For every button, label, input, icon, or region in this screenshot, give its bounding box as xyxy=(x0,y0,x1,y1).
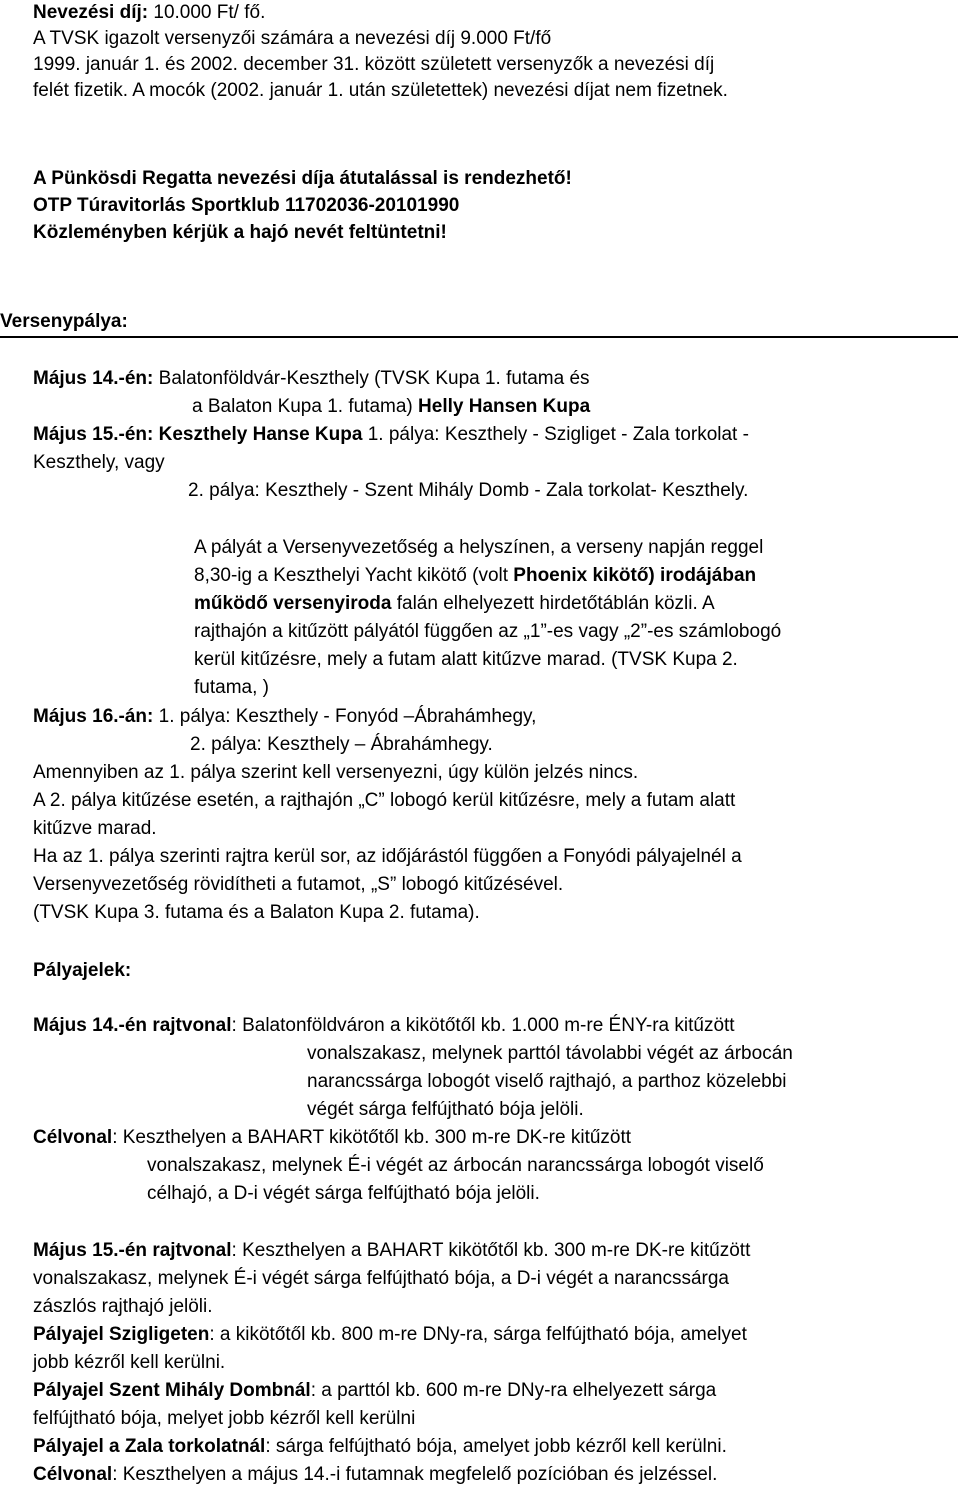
may14-line-1: Május 14.-én: Balatonföldvár-Keszthely (TVSK Kupa 1. futama és xyxy=(33,368,590,389)
may14-line-2: a Balaton Kupa 1. futama) Helly Hansen Kupa xyxy=(192,396,591,417)
szigliget-line-1: Pályajel Szigligeten: a kikötőtől kb. 800 m-re DNy-ra, sárga felfújtható bója, amelyet xyxy=(33,1324,747,1345)
course-heading-rule xyxy=(0,336,958,338)
notice-line-4: rajthajón a kitűzött pályától függően az „1”-es vagy „2”-es számlobogó xyxy=(194,621,782,642)
fee-line-1: Nevezési díj: 10.000 Ft/ fő. xyxy=(33,2,266,23)
course-para-3-line-3: (TVSK Kupa 3. futama és a Balaton Kupa 2. futama). xyxy=(33,902,480,923)
m14-start-line-1: Május 14.-én rajtvonal: Balatonföldváron a kikötőtől kb. 1.000 m-re ÉNY-ra kitűzött xyxy=(33,1015,735,1036)
transfer-line-2: OTP Túravitorlás Sportklub 11702036-20101990 xyxy=(33,195,460,216)
finish-line-2: vonalszakasz, melynek É-i végét az árbocán narancssárga lobogót viselő xyxy=(147,1155,764,1176)
notice-line-1: A pályát a Versenyvezetőség a helyszínen, a verseny napján reggel xyxy=(194,537,764,558)
finish-line-3: célhajó, a D-i végét sárga felfújtható bója jelöli. xyxy=(147,1183,540,1204)
finish-line-1: Célvonal: Keszthelyen a BAHART kikötőtől kb. 300 m-re DK-re kitűzött xyxy=(33,1127,632,1148)
notice-line-2: 8,30-ig a Keszthelyi Yacht kikötő (volt Phoenix kikötő) irodájában xyxy=(194,565,757,586)
m14-start-line-2: vonalszakasz, melynek parttól távolabbi végét az árbocán xyxy=(307,1043,793,1064)
zala-line-1: Pályajel a Zala torkolatnál: sárga felfújtható bója, amelyet jobb kézről kell kerülni. xyxy=(33,1436,727,1457)
may16-line-1: Május 16.-án: 1. pálya: Keszthely - Fonyód –Ábrahámhegy, xyxy=(33,706,537,727)
course-para-3-line-1: Ha az 1. pálya szerinti rajtra kerül sor, az időjárástól függően a Fonyódi pályajelnél a xyxy=(33,846,742,867)
notice-line-6: futama, ) xyxy=(194,677,269,698)
m15-start-line-1: Május 15.-én rajtvonal: Keszthelyen a BAHART kikötőtől kb. 300 m-re DK-re kitűzött xyxy=(33,1240,751,1261)
m15-start-line-2: vonalszakasz, melynek É-i végét sárga felfújtható bója, a D-i végét a narancssárga xyxy=(33,1268,729,1289)
course-heading: Versenypálya: xyxy=(0,311,128,332)
m14-start-line-4: végét sárga felfújtható bója jelöli. xyxy=(307,1099,584,1120)
notice-line-3: működő versenyiroda falán elhelyezett hirdetőtáblán közli. A xyxy=(194,593,715,614)
fee-line-3: 1999. január 1. és 2002. december 31. között született versenyzők a nevezési díj xyxy=(33,54,715,75)
m15-start-line-3: zászlós rajthajó jelöli. xyxy=(33,1296,213,1317)
may15-line-3: 2. pálya: Keszthely - Szent Mihály Domb - Zala torkolat- Keszthely. xyxy=(188,480,749,501)
finish-2-line-1: Célvonal: Keszthelyen a május 14.-i futamnak megfelelő pozícióban és jelzéssel. xyxy=(33,1464,718,1485)
course-para-3-line-2: Versenyvezetőség rövidítheti a futamot, „S” lobogó kitűzésével. xyxy=(33,874,564,895)
marks-heading: Pályajelek: xyxy=(33,960,132,981)
m14-start-line-3: narancssárga lobogót viselő rajthajó, a parthoz közelebbi xyxy=(307,1071,787,1092)
fee-line-2: A TVSK igazolt versenyzői számára a nevezési díj 9.000 Ft/fő xyxy=(33,28,552,49)
course-para-2-line-1: A 2. pálya kitűzése esetén, a rajthajón „C” lobogó kerül kitűzésre, mely a futam alatt xyxy=(33,790,736,811)
szent-mihaly-line-2: felfújtható bója, melyet jobb kézről kell kerülni xyxy=(33,1408,416,1429)
transfer-line-3: Közleményben kérjük a hajó nevét feltüntetni! xyxy=(33,222,447,243)
transfer-line-1: A Pünkösdi Regatta nevezési díja átutalással is rendezhető! xyxy=(33,168,572,189)
may16-line-2: 2. pálya: Keszthely – Ábrahámhegy. xyxy=(190,734,493,755)
notice-line-5: kerül kitűzésre, mely a futam alatt kitűzve marad. (TVSK Kupa 2. xyxy=(194,649,738,670)
szent-mihaly-line-1: Pályajel Szent Mihály Dombnál: a parttól kb. 600 m-re DNy-ra elhelyezett sárga xyxy=(33,1380,717,1401)
may15-line-1: Május 15.-én: Keszthely Hanse Kupa 1. pálya: Keszthely - Szigliget - Zala torkolat - xyxy=(33,424,749,445)
course-para-2-line-2: kitűzve marad. xyxy=(33,818,157,839)
szigliget-line-2: jobb kézről kell kerülni. xyxy=(33,1352,226,1373)
may15-line-2: Keszthely, vagy xyxy=(33,452,165,473)
fee-line-4: felét fizetik. A mocók (2002. január 1. után születettek) nevezési díjat nem fizetnek. xyxy=(33,80,728,101)
course-para-1: Amennyiben az 1. pálya szerint kell versenyezni, úgy külön jelzés nincs. xyxy=(33,762,639,783)
